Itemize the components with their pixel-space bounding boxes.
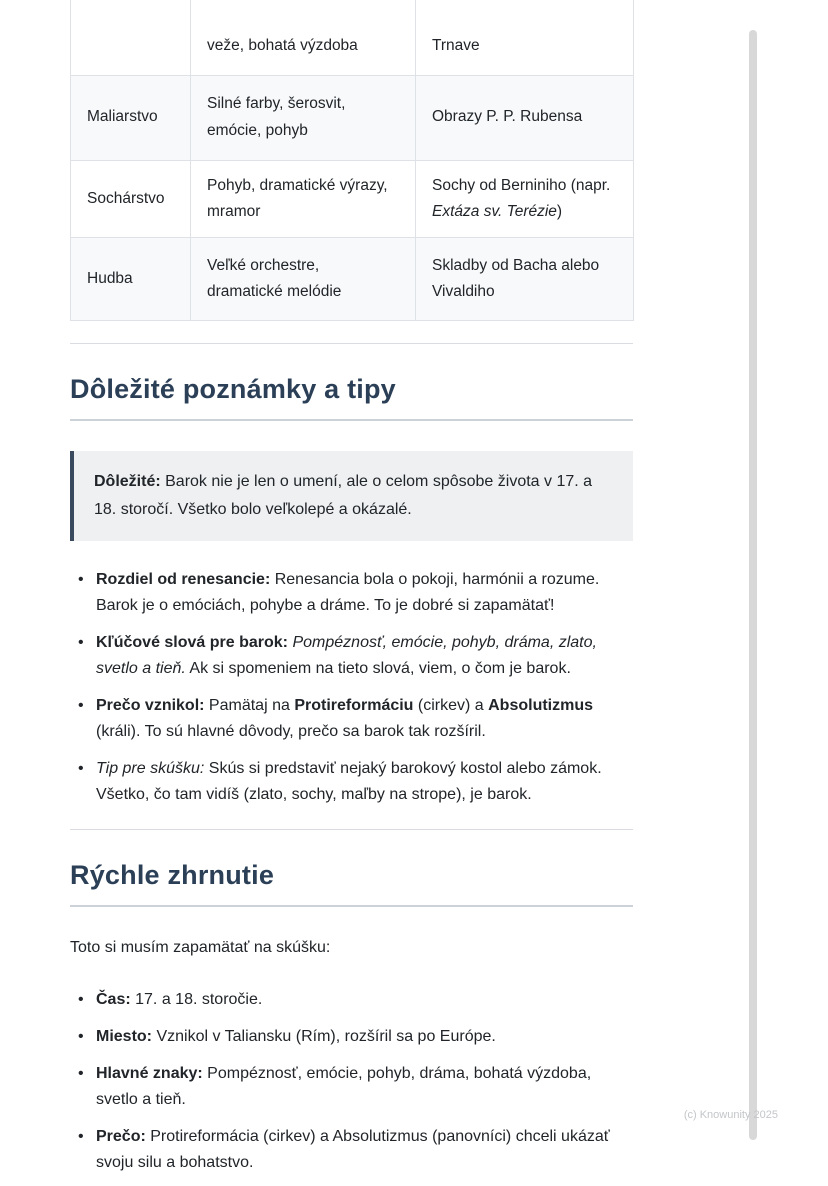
list-item-text: Prečo vznikol: Pamätaj na Protireformáciu (cirkev) a Absolutizmus (králi). To sú hlavné dôvody, prečo sa barok tak rozšíril. xyxy=(96,696,594,740)
bullet-icon: • xyxy=(78,759,84,777)
table-row xyxy=(71,75,634,160)
table-cell: Obrazy P. P. Rubensa xyxy=(416,75,634,160)
section-heading-notes: Dôležité poznámky a tipy xyxy=(70,374,633,421)
list-item-text: Hlavné znaky: Pompéznosť, emócie, pohyb, dráma, bohatá výzdoba, svetlo a tieň. xyxy=(96,1064,592,1108)
table-cell: Sochy od Berniniho (napr. Extáza sv. Terézie) xyxy=(416,160,634,238)
list-item xyxy=(70,987,633,1013)
bullet-icon: • xyxy=(78,1027,84,1045)
section-heading-summary: Rýchle zhrnutie xyxy=(70,860,633,907)
bullet-icon: • xyxy=(78,634,84,651)
table-cell: veže, bohatá výzdoba xyxy=(191,0,416,75)
table-row xyxy=(71,160,634,238)
table-row xyxy=(71,0,634,75)
list-item xyxy=(70,567,633,619)
bullet-icon: • xyxy=(78,1064,84,1082)
table-cell: Skladby od Bacha alebo Vivaldiho xyxy=(416,238,634,321)
list-item-text: Kľúčové slová pre barok: Pompéznosť, emócie, pohyb, dráma, zlato, svetlo a tieň. Ak si spomeniem na tieto slová, viem, o čom je barok. xyxy=(96,634,597,677)
list-item-text: Tip pre skúšku: Skús si predstaviť nejaký barokový kostol alebo zámok. Všetko, čo tam vidíš (zlato, sochy, maľby na strope), je barok. xyxy=(96,759,602,803)
list-item xyxy=(70,1024,633,1050)
list-item-text: Rozdiel od renesancie: Renesancia bola o pokoji, harmónii a rozume. Barok je o emóciách, pohybe a dráme. To je dobré si zapamätať! xyxy=(96,571,600,615)
callout-text: Dôležité: Barok nie je len o umení, ale o celom spôsobe života v 17. a 18. storočí. Všetko bolo veľkolepé a okázalé. xyxy=(94,473,593,519)
watermark: (c) Knowunity 2025 xyxy=(683,1109,778,1121)
bullet-icon: • xyxy=(78,1127,84,1145)
list-item xyxy=(70,693,633,745)
list-item xyxy=(70,756,633,808)
table-cell: Maliarstvo xyxy=(71,75,191,160)
table-cell: Sochárstvo xyxy=(71,160,191,238)
list-item-text: Čas: 17. a 18. storočie. xyxy=(96,991,263,1009)
list-item xyxy=(70,630,633,682)
bullet-icon: • xyxy=(78,696,84,714)
table-cell: Veľké orchestre, dramatické melódie xyxy=(191,238,416,321)
table-row xyxy=(71,238,634,321)
table-cell: Silné farby, šerosvit, emócie, pohyb xyxy=(191,75,416,160)
important-callout xyxy=(70,451,633,541)
summary-list xyxy=(70,987,633,1175)
scrollbar[interactable] xyxy=(749,30,757,1140)
list-item xyxy=(70,1061,633,1113)
table-cell: Hudba xyxy=(71,238,191,321)
section-divider xyxy=(70,343,633,344)
table-cell xyxy=(71,0,191,75)
bullet-icon: • xyxy=(78,571,84,589)
notes-list xyxy=(70,567,633,807)
list-item-text: Miesto: Vznikol v Taliansku (Rím), rozšíril sa po Európe. xyxy=(96,1027,496,1045)
list-item xyxy=(70,1124,633,1176)
table-cell: Trnave xyxy=(416,0,634,75)
baroque-art-forms-table xyxy=(70,0,634,321)
document-content xyxy=(70,0,633,1186)
summary-intro: Toto si musím zapamätať na skúšku: xyxy=(70,939,331,957)
section-divider xyxy=(70,829,633,830)
bullet-icon: • xyxy=(78,991,84,1009)
list-item-text: Prečo: Protireformácia (cirkev) a Absolutizmus (panovníci) chceli ukázať svoju silu a bohatstvo. xyxy=(96,1127,610,1171)
table-cell: Pohyb, dramatické výrazy, mramor xyxy=(191,160,416,238)
